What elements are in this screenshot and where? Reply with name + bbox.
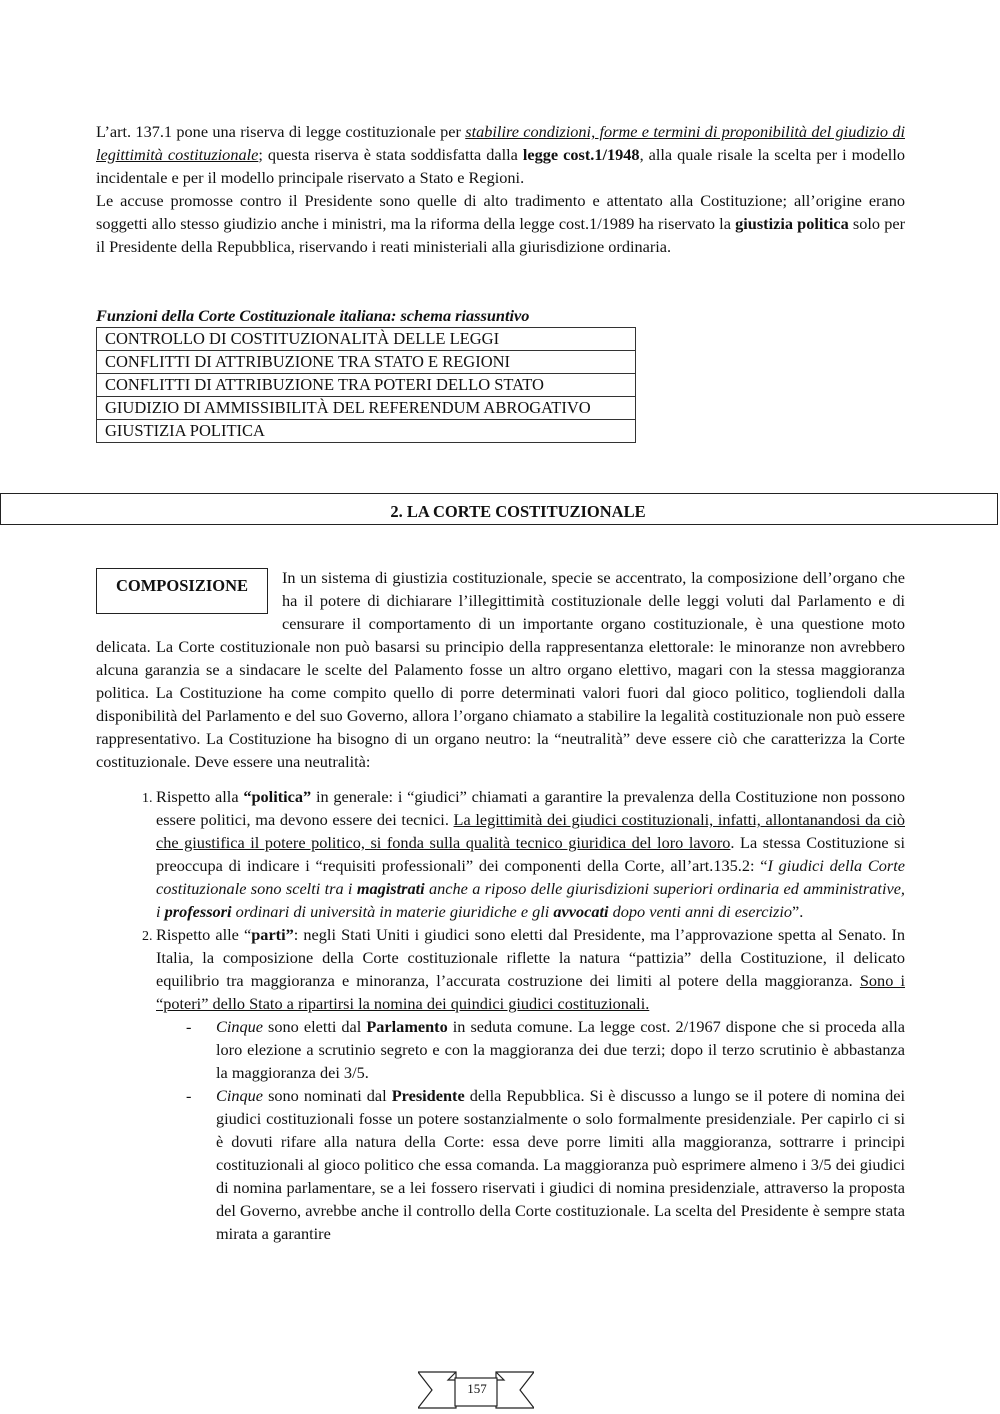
neutrality-list xyxy=(96,785,905,1245)
intro-paragraph-1: L’art. 137.1 pone una riserva di legge costituzionale per stabilire condizioni, forme e termini di proponibilità del giudizio di legittimità costituzionale; questa riserva è stata soddisfatta dalla legge cost.1/1948, alla quale risale la scelta per i modello incidentale e per il modello principale riservato a Stato e Regioni. xyxy=(96,122,905,187)
table-row: GIUDIZIO DI AMMISSIBILITÀ DEL REFERENDUM ABROGATIVO xyxy=(97,397,636,420)
list-item: 2. Rispetto alle “parti”: negli Stati Uniti i giudici sono eletti dal Presidente, ma l’approvazione spetta al Senato. In Italia, la composizione della Corte costituzionale riflette la natura “pattizia” della Costituzione, il delicato equilibrio tra maggioranza e minoranza, l’accurata costruzione dei limiti al potere della maggioranza. Sono i “poteri” dello Stato a ripartirsi la nomina dei quindici giudici costituzionali. - Cinque sono eletti dal Parlamento in seduta comune. La legge cost. 2/1967 dispone che si proceda alla loro elezione a scrutinio segreto e con la maggioranza dei due terzi; dopo il terzo scrutinio è abbastanza la maggioranza dei 3/5. - Cinque sono nominati dal Presidente della Repubblica. Si è discusso a lungo se il potere di nomina dei giudici costituzionali fosse un potere sostanzialmente o solo formalmente presidenziale. Per capirlo ci si è dovuti rifare alla natura della Corte: essa deve porre limiti alla maggioranza, sottrarre i principi costituzionali al gioco politico che essa comanda. La maggioranza può esprimere almeno i 3/5 dei giudici di nomina parlamentare, se a lei fossero riservati i giudici di nomina presidenziale, attraverso la proposta del Governo, avrebbe anche il controllo della Corte costituzionale. La scelta del Presidente è sempre stata mirata a garantire xyxy=(156,923,905,1245)
list-item: - Cinque sono eletti dal Parlamento in seduta comune. La legge cost. 2/1967 dispone che si proceda alla loro elezione a scrutinio segreto e con la maggioranza dei due terzi; dopo il terzo scrutinio è abbastanza la maggioranza dei 3/5. xyxy=(216,1015,905,1084)
summary-block xyxy=(96,304,905,443)
section-body xyxy=(96,566,905,1245)
section-paragraph: In un sistema di giustizia costituzionale, specie se accentrato, la composizione dell’organo che ha il potere di dichiarare l’illegittimità costituzionale delle leggi voluti dal Parlamento e di censurare il comportamento di un importante organo costituzionale, è una questione moto delicata. La Corte costituzionale non può basarsi su principio della rappresentanza elettorale: le minoranze non avrebbero alcuna garanzia se a sindacare le scelte del Palamento fosse un altro organo elettivo, magari con la stessa maggioranza politica. La Costituzione ha come compito quello di porre determinati valori fuori dal gioco politico, togliendoli dalla disponibilità del Parlamento e del suo Governo, allora l’organo chiamato a stabilire la legalità costituzionale non può essere rappresentativo. La Costituzione ha bisogno di un organo neutro: la “neutralità” deve essere ciò che caratterizza la Corte costituzionale. Deve essere una neutralità: xyxy=(96,568,905,771)
list-item: 1. Rispetto alla “politica” in generale: i “giudici” chiamati a garantire la prevalenza della Costituzione non possono essere politici, ma devono essere dei tecnici. La legittimità dei giudici costituzionali, infatti, allontanandosi da ciò che giustifica il potere politico, si fonda sulla qualità tecnico giuridica del loro lavoro. La stessa Costituzione si preoccupa di indicare i “requisiti professionali” dei componenti della Corte, all’art.135.2: “I giudici della Corte costituzionale sono scelti tra i magistrati anche a riposo delle giurisdizioni superiori ordinaria ed amministrative, i professori ordinari di università in materie giuridiche e gli avvocati dopo venti anni di esercizio”. xyxy=(156,785,905,923)
summary-table xyxy=(96,327,636,443)
summary-title: Funzioni della Corte Costituzionale italiana: schema riassuntivo xyxy=(96,306,530,325)
page-number: 157 xyxy=(467,1381,487,1396)
section-heading: 2. LA CORTE COSTITUZIONALE xyxy=(390,502,646,521)
list-item: - Cinque sono nominati dal Presidente della Repubblica. Si è discusso a lungo se il potere di nomina dei giudici costituzionali fosse un potere sostanzialmente o solo formalmente presidenziale. Per capirlo ci si è dovuti rifare alla natura della Corte: essa deve porre limiti alla maggioranza, sottrarre i principi costituzionali al gioco politico che essa comanda. La maggioranza può esprimere almeno i 3/5 dei giudici di nomina parlamentare, se a lei fossero riservati i giudici di nomina presidenziale, attraverso la proposta del Governo, avrebbe anche il controllo della Corte costituzionale. La scelta del Presidente è sempre stata mirata a garantire xyxy=(216,1084,905,1245)
composizione-label-box: COMPOSIZIONE xyxy=(96,568,268,614)
table-row: CONFLITTI DI ATTRIBUZIONE TRA STATO E REGIONI xyxy=(97,351,636,374)
table-row: CONTROLLO DI COSTITUZIONALITÀ DELLE LEGGI xyxy=(97,328,636,351)
table-row: CONFLITTI DI ATTRIBUZIONE TRA POTERI DELLO STATO xyxy=(97,374,636,397)
composition-sublist xyxy=(156,1015,905,1245)
intro-paragraph-2: Le accuse promosse contro il Presidente sono quelle di alto tradimento e attentato alla Costituzione; all’origine erano soggetti allo stesso giudizio anche i ministri, ma la riforma della legge cost.1/1989 ha riservato la giustizia politica solo per il Presidente della Repubblica, riservando i reati ministeriali alla giurisdizione ordinaria. xyxy=(96,191,906,256)
table-row: GIUSTIZIA POLITICA xyxy=(97,420,636,443)
intro-block xyxy=(96,120,905,258)
